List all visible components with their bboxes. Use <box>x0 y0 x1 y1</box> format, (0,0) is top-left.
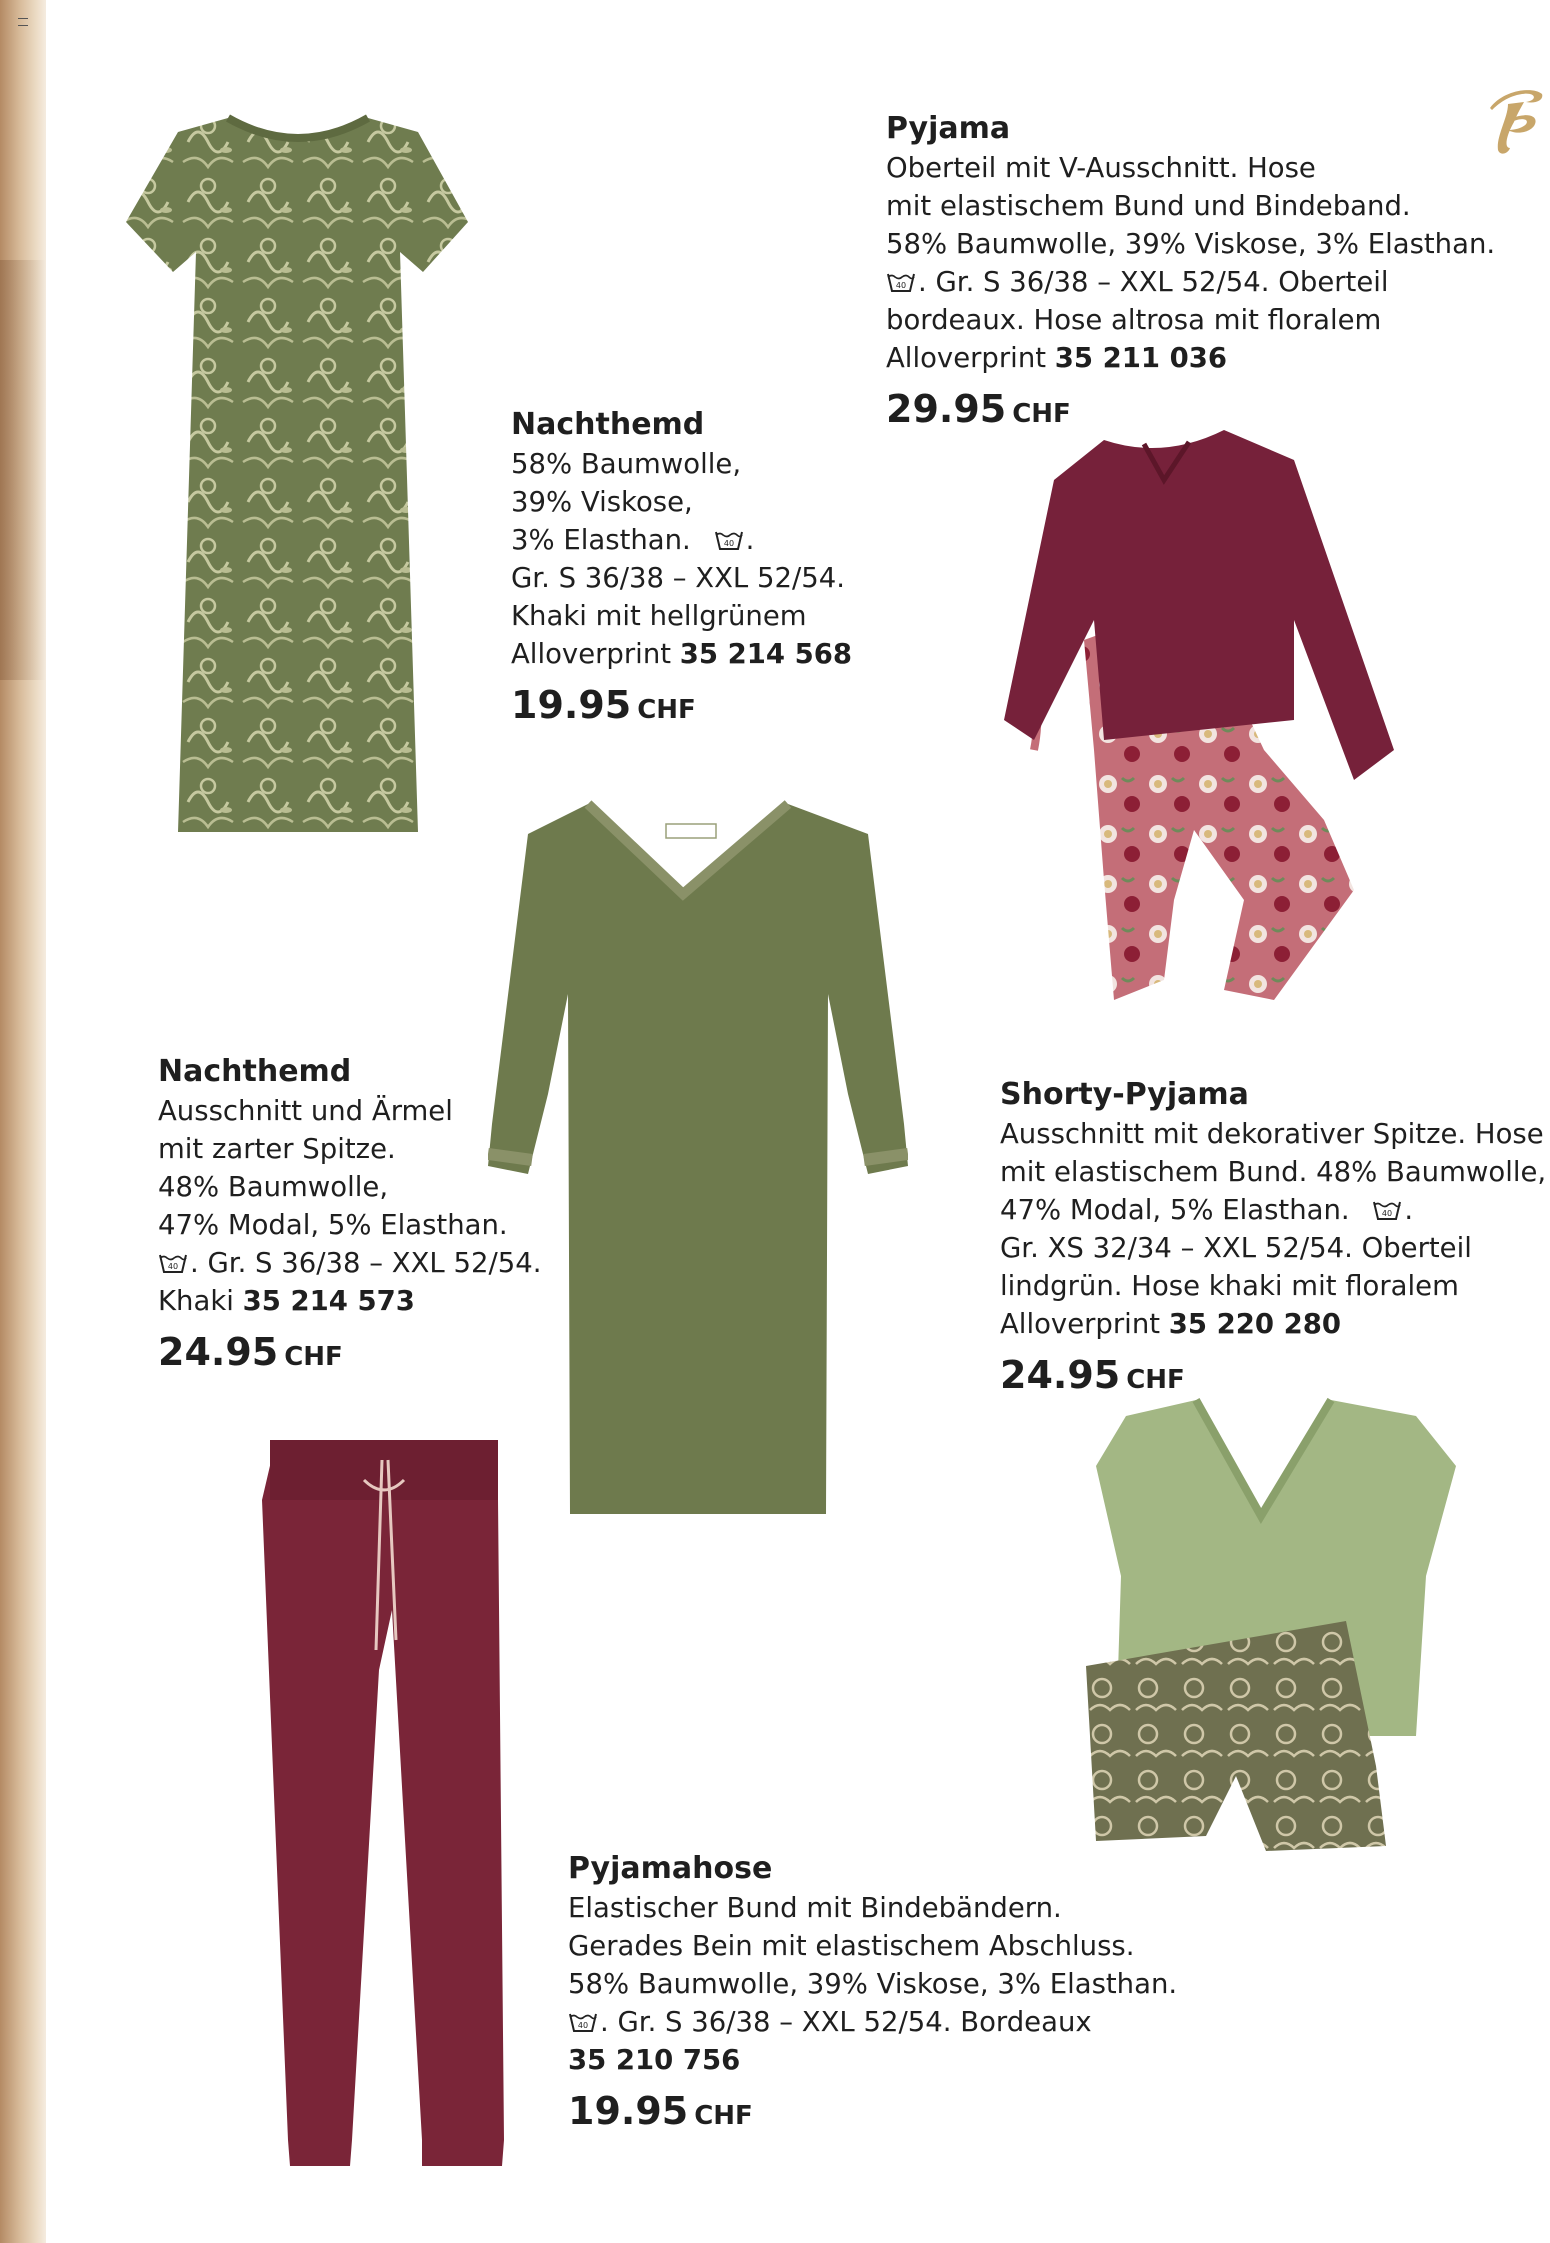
article-number: 35 214 573 <box>242 1285 415 1317</box>
svg-text:40: 40 <box>723 539 734 548</box>
product-desc-line: 58% Baumwolle, <box>511 448 742 480</box>
price: 24.95 CHF <box>158 1330 343 1374</box>
product-desc-line: 39% Viskose, <box>511 486 693 518</box>
product-nachthemd-floral <box>511 405 852 732</box>
bordeaux-pyjama-image <box>994 420 1414 1020</box>
product-title: Nachthemd <box>511 407 705 442</box>
wash-40-icon <box>158 1252 188 1274</box>
product-title: Pyjama <box>886 111 1011 146</box>
article-line: Alloverprint 35 214 568 <box>511 638 853 670</box>
floral-nightdress-image <box>118 112 478 838</box>
product-title: Shorty-Pyjama <box>1000 1077 1249 1112</box>
article-number: 35 210 756 <box>568 2044 741 2076</box>
product-desc-line: Gerades Bein mit elastischem Abschluss. <box>568 1930 1135 1962</box>
price: 19.95 CHF <box>568 2089 753 2133</box>
currency: CHF <box>284 1342 343 1372</box>
product-desc-line: mit elastischem Bund und Bindeband. <box>886 190 1411 222</box>
svg-text:40: 40 <box>167 1262 179 1271</box>
page-edge <box>0 0 46 2243</box>
price: 24.95 CHF <box>1000 1353 1185 1397</box>
article-line: Alloverprint 35 211 036 <box>886 342 1228 374</box>
wash-40-icon <box>1372 1199 1402 1221</box>
shorty-pyjama-image <box>1086 1396 1462 1856</box>
article-number: 35 220 280 <box>1168 1308 1342 1340</box>
svg-text:40: 40 <box>577 2021 589 2030</box>
product-shorty-pyjama <box>1000 1075 1546 1402</box>
product-desc-line: mit zarter Spitze. <box>158 1133 396 1165</box>
menu-icon[interactable] <box>18 18 28 26</box>
color-line: lindgrün. Hose khaki mit floralem <box>1000 1270 1459 1302</box>
product-title: Pyjamahose <box>568 1851 773 1886</box>
price: 29.95 CHF <box>886 387 1071 431</box>
product-desc-line: 48% Baumwolle, <box>158 1171 389 1203</box>
size-line: 40 . Gr. S 36/38 – XXL 52/54. <box>158 1244 541 1282</box>
product-desc-line: Ausschnitt mit dekorativer Spitze. Hose <box>1000 1118 1544 1150</box>
khaki-lace-nightdress-image <box>488 794 908 1514</box>
svg-text:40: 40 <box>1382 1209 1393 1218</box>
product-pyjamahose <box>568 1849 1177 2138</box>
size-line: 40 . Gr. S 36/38 – XXL 52/54. Bordeaux <box>568 2003 1177 2041</box>
currency: CHF <box>1012 399 1071 429</box>
currency: CHF <box>637 695 696 725</box>
product-desc-line: mit elastischem Bund. 48% Baumwolle, <box>1000 1156 1547 1188</box>
product-desc-line: Elastischer Bund mit Bindebändern. <box>568 1892 1062 1924</box>
product-title: Nachthemd <box>158 1054 352 1089</box>
size-line: Gr. S 36/38 – XXL 52/54. <box>511 562 845 594</box>
color-line: Khaki mit hellgrünem <box>511 600 807 632</box>
product-pyjama <box>886 109 1495 436</box>
size-line: Gr. XS 32/34 – XXL 52/54. Oberteil <box>1000 1232 1472 1264</box>
article-line <box>568 2041 1177 2079</box>
product-desc-line: Ausschnitt und Ärmel <box>158 1095 453 1127</box>
article-line: Alloverprint 35 220 280 <box>1000 1308 1342 1340</box>
product-nachthemd-lace <box>158 1052 541 1379</box>
product-desc-line: 47% Modal, 5% Elasthan. 40 . <box>1000 1194 1414 1226</box>
bordeaux-trousers-image <box>254 1440 514 2168</box>
svg-text:40: 40 <box>895 281 907 290</box>
product-desc-line: 47% Modal, 5% Elasthan. <box>158 1209 508 1241</box>
product-desc-line: 58% Baumwolle, 39% Viskose, 3% Elasthan. <box>886 228 1496 260</box>
article-number: 35 211 036 <box>1054 342 1228 374</box>
article-line: Khaki 35 214 573 <box>158 1285 415 1317</box>
size-line: 40 . Gr. S 36/38 – XXL 52/54. Oberteil <box>886 263 1495 301</box>
currency: CHF <box>694 2101 753 2131</box>
wash-40-icon <box>886 271 916 293</box>
wash-40-icon <box>714 529 744 551</box>
article-number: 35 214 568 <box>679 638 853 670</box>
product-desc-line: 58% Baumwolle, 39% Viskose, 3% Elasthan. <box>568 1968 1178 2000</box>
product-desc-line: 3% Elasthan. 40 . <box>511 524 755 556</box>
product-desc-line: Oberteil mit V-Ausschnitt. Hose <box>886 152 1316 184</box>
currency: CHF <box>1126 1365 1185 1395</box>
price: 19.95 CHF <box>511 683 696 727</box>
color-line: bordeaux. Hose altrosa mit floralem <box>886 304 1382 336</box>
wash-40-icon <box>568 2011 598 2033</box>
